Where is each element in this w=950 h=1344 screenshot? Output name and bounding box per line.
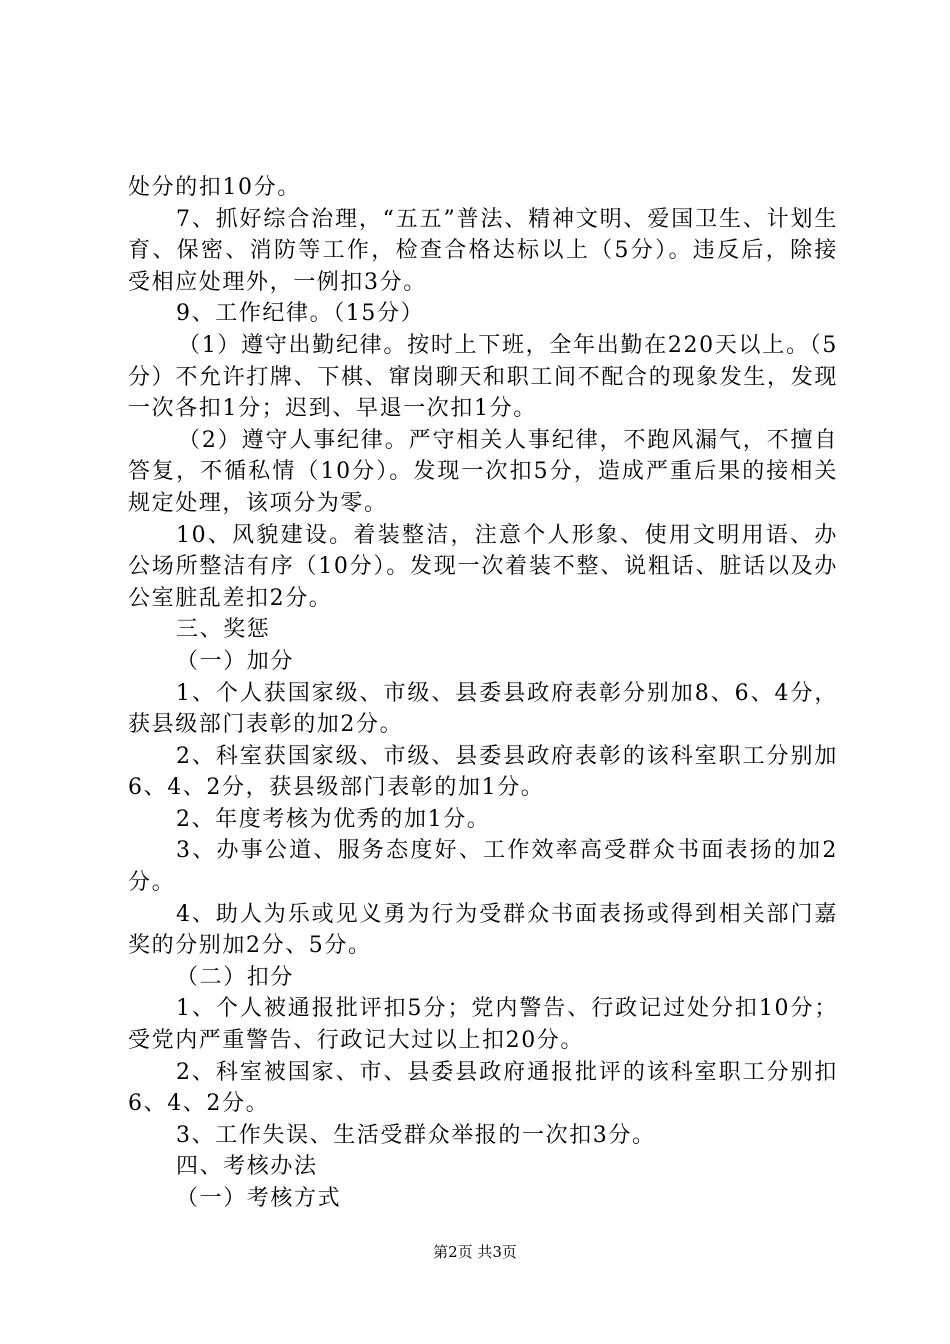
page-number-footer: 第2页 共3页 bbox=[433, 1243, 517, 1261]
subsection-heading: （一）考核方式 bbox=[176, 1186, 342, 1211]
document-body bbox=[128, 172, 838, 1215]
paragraph: 处分的扣10分。 bbox=[128, 175, 301, 200]
paragraph: （2）遵守人事纪律。严守相关人事纪律，不跑风漏气，不擅自答复，不循私情（10分）。发现一次扣5分，造成严重后果的接相关规定处理，该项分为零。 bbox=[128, 427, 838, 516]
paragraph: 1、个人获国家级、市级、县委县政府表彰分别加8、6、4分，获县级部门表彰的加2分。 bbox=[128, 680, 838, 738]
paragraph: 2、科室获国家级、市级、县委县政府表彰的该科室职工分别加6、4、2分，获县级部门表彰的加1分。 bbox=[128, 743, 838, 801]
paragraph: 3、办事公道、服务态度好、工作效率高受群众书面表扬的加2分。 bbox=[128, 838, 838, 896]
paragraph: （1）遵守出勤纪律。按时上下班，全年出勤在220天以上。（5分）不允许打牌、下棋、窜岗聊天和职工间不配合的现象发生，发现一次各扣1分；迟到、早退一次扣1分。 bbox=[128, 332, 838, 422]
paragraph: 4、助人为乐或见义勇为行为受群众书面表扬或得到相关部门嘉奖的分别加2分、5分。 bbox=[128, 901, 838, 959]
section-heading: 四、考核办法 bbox=[176, 1154, 318, 1180]
section-heading: 三、奖惩 bbox=[176, 617, 271, 643]
subsection-heading: （一）加分 bbox=[176, 648, 295, 674]
paragraph: 9、工作纪律。（15分） bbox=[176, 301, 425, 327]
paragraph: 10、风貌建设。着装整洁，注意个人形象、使用文明用语、办公场所整洁有序（10分）。发现一次着装不整、说粗话、脏话以及办公室脏乱差扣2分。 bbox=[128, 522, 838, 611]
paragraph: 2、年度考核为优秀的加1分。 bbox=[176, 806, 491, 832]
subsection-heading: （二）扣分 bbox=[176, 964, 295, 990]
paragraph: 7、抓好综合治理，“五五”普法、精神文明、爱国卫生、计划生育、保密、消防等工作，检查合格达标以上（5分）。违反后，除接受相应处理外，一例扣3分。 bbox=[128, 206, 838, 295]
paragraph: 1、个人被通报批评扣5分；党内警告、行政记过处分扣10分；受党内严重警告、行政记大过以上扣20分。 bbox=[128, 996, 838, 1054]
paragraph: 2、科室被国家、市、县委县政府通报批评的该科室职工分别扣6、4、2分。 bbox=[128, 1059, 838, 1117]
paragraph: 3、工作失误、生活受群众举报的一次扣3分。 bbox=[176, 1122, 656, 1148]
